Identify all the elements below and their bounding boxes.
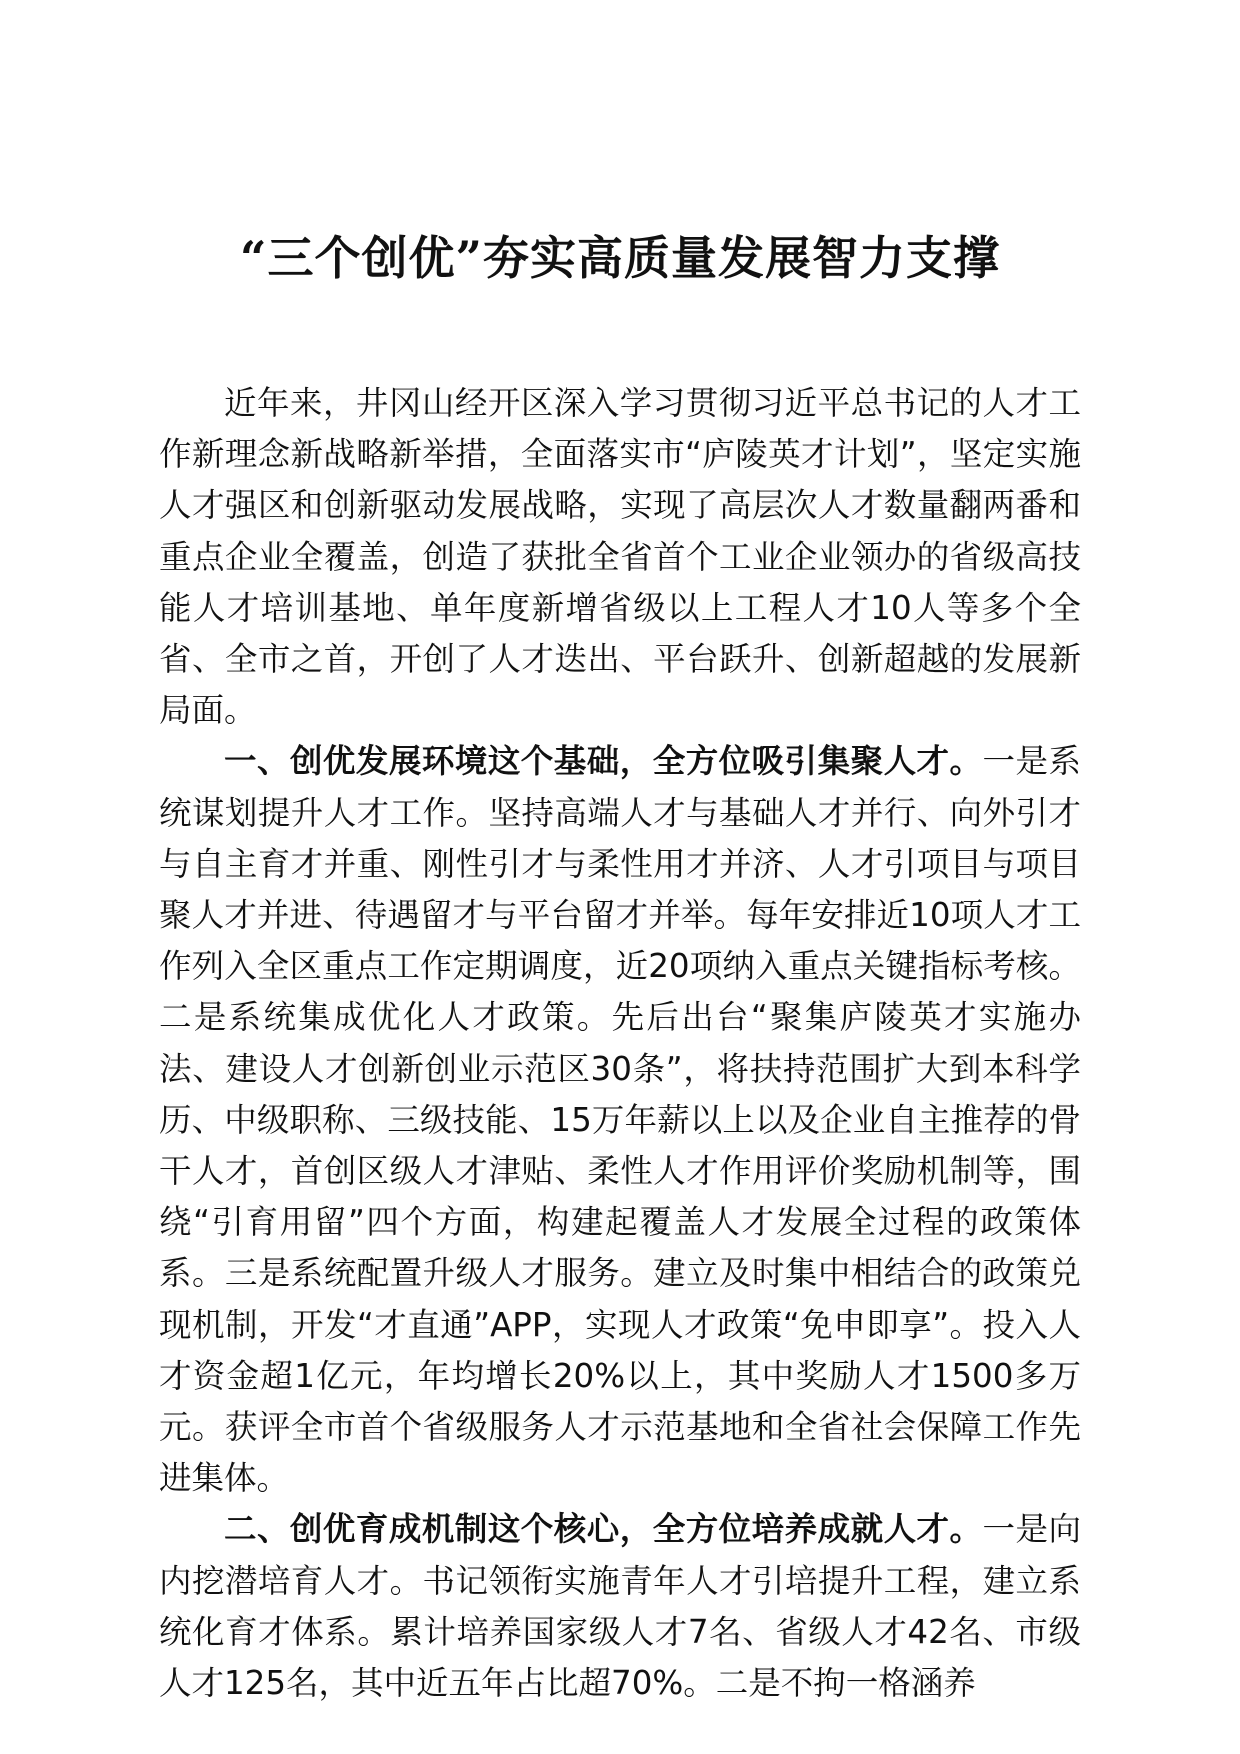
paragraph-text: 一是向内挖潜培育人才。书记领衔实施青年人才引培提升工程，建立系统化育才体系。累计培养国家级人才7名、省级人才42名、市级人才125名，其中近五年占比超70%。二是不拘一格涵养 bbox=[159, 1510, 1081, 1703]
section-two-paragraph bbox=[159, 1504, 1081, 1709]
paragraph-text: 一是系统谋划提升人才工作。坚持高端人才与基础人才并行、向外引才与自主育才并重、刚性引才与柔性用才并济、人才引项目与项目聚人才并进、待遇留才与平台留才并举。每年安排近10项人才工作列入全区重点工作定期调度，近20项纳入重点关键指标考核。二是系统集成优化人才政策。先后出台“聚集庐陵英才实施办法、建设人才创新创业示范区30条”，将扶持范围扩大到本科学历、中级职称、三级技能、15万年薪以上以及企业自主推荐的骨干人才，首创区级人才津贴、柔性人才作用评价奖励机制等，围绕“引育用留”四个方面，构建起覆盖人才发展全过程的政策体系。三是系统配置升级人才服务。建立及时集中相结合的政策兑现机制，开发“才直通”APP，实现人才政策“免申即享”。投入人才资金超1亿元，年均增长20%以上，其中奖励人才1500多万元。获评全市首个省级服务人才示范基地和全省社会保障工作先进集体。 bbox=[159, 742, 1081, 1498]
section-one-heading: 一、创优发展环境这个基础，全方位吸引集聚人才。 bbox=[224, 742, 983, 781]
paragraph-text: 近年来，井冈山经开区深入学习贯彻习近平总书记的人才工作新理念新战略新举措，全面落实市“庐陵英才计划”，坚定实施人才强区和创新驱动发展战略，实现了高层次人才数量翻两番和重点企业全覆盖，创造了获批全省首个工业企业领办的省级高技能人才培训基地、单年度新增省级以上工程人才10人等多个全省、全市之首，开创了人才迭出、平台跃升、创新超越的发展新局面。 bbox=[159, 384, 1081, 730]
document-body bbox=[159, 378, 1081, 1709]
section-one-paragraph bbox=[159, 736, 1081, 1504]
intro-paragraph bbox=[159, 378, 1081, 736]
document-title: “三个创优”夯实高质量发展智力支撑 bbox=[240, 231, 1000, 285]
section-two-heading: 二、创优育成机制这个核心，全方位培养成就人才。 bbox=[224, 1510, 983, 1549]
